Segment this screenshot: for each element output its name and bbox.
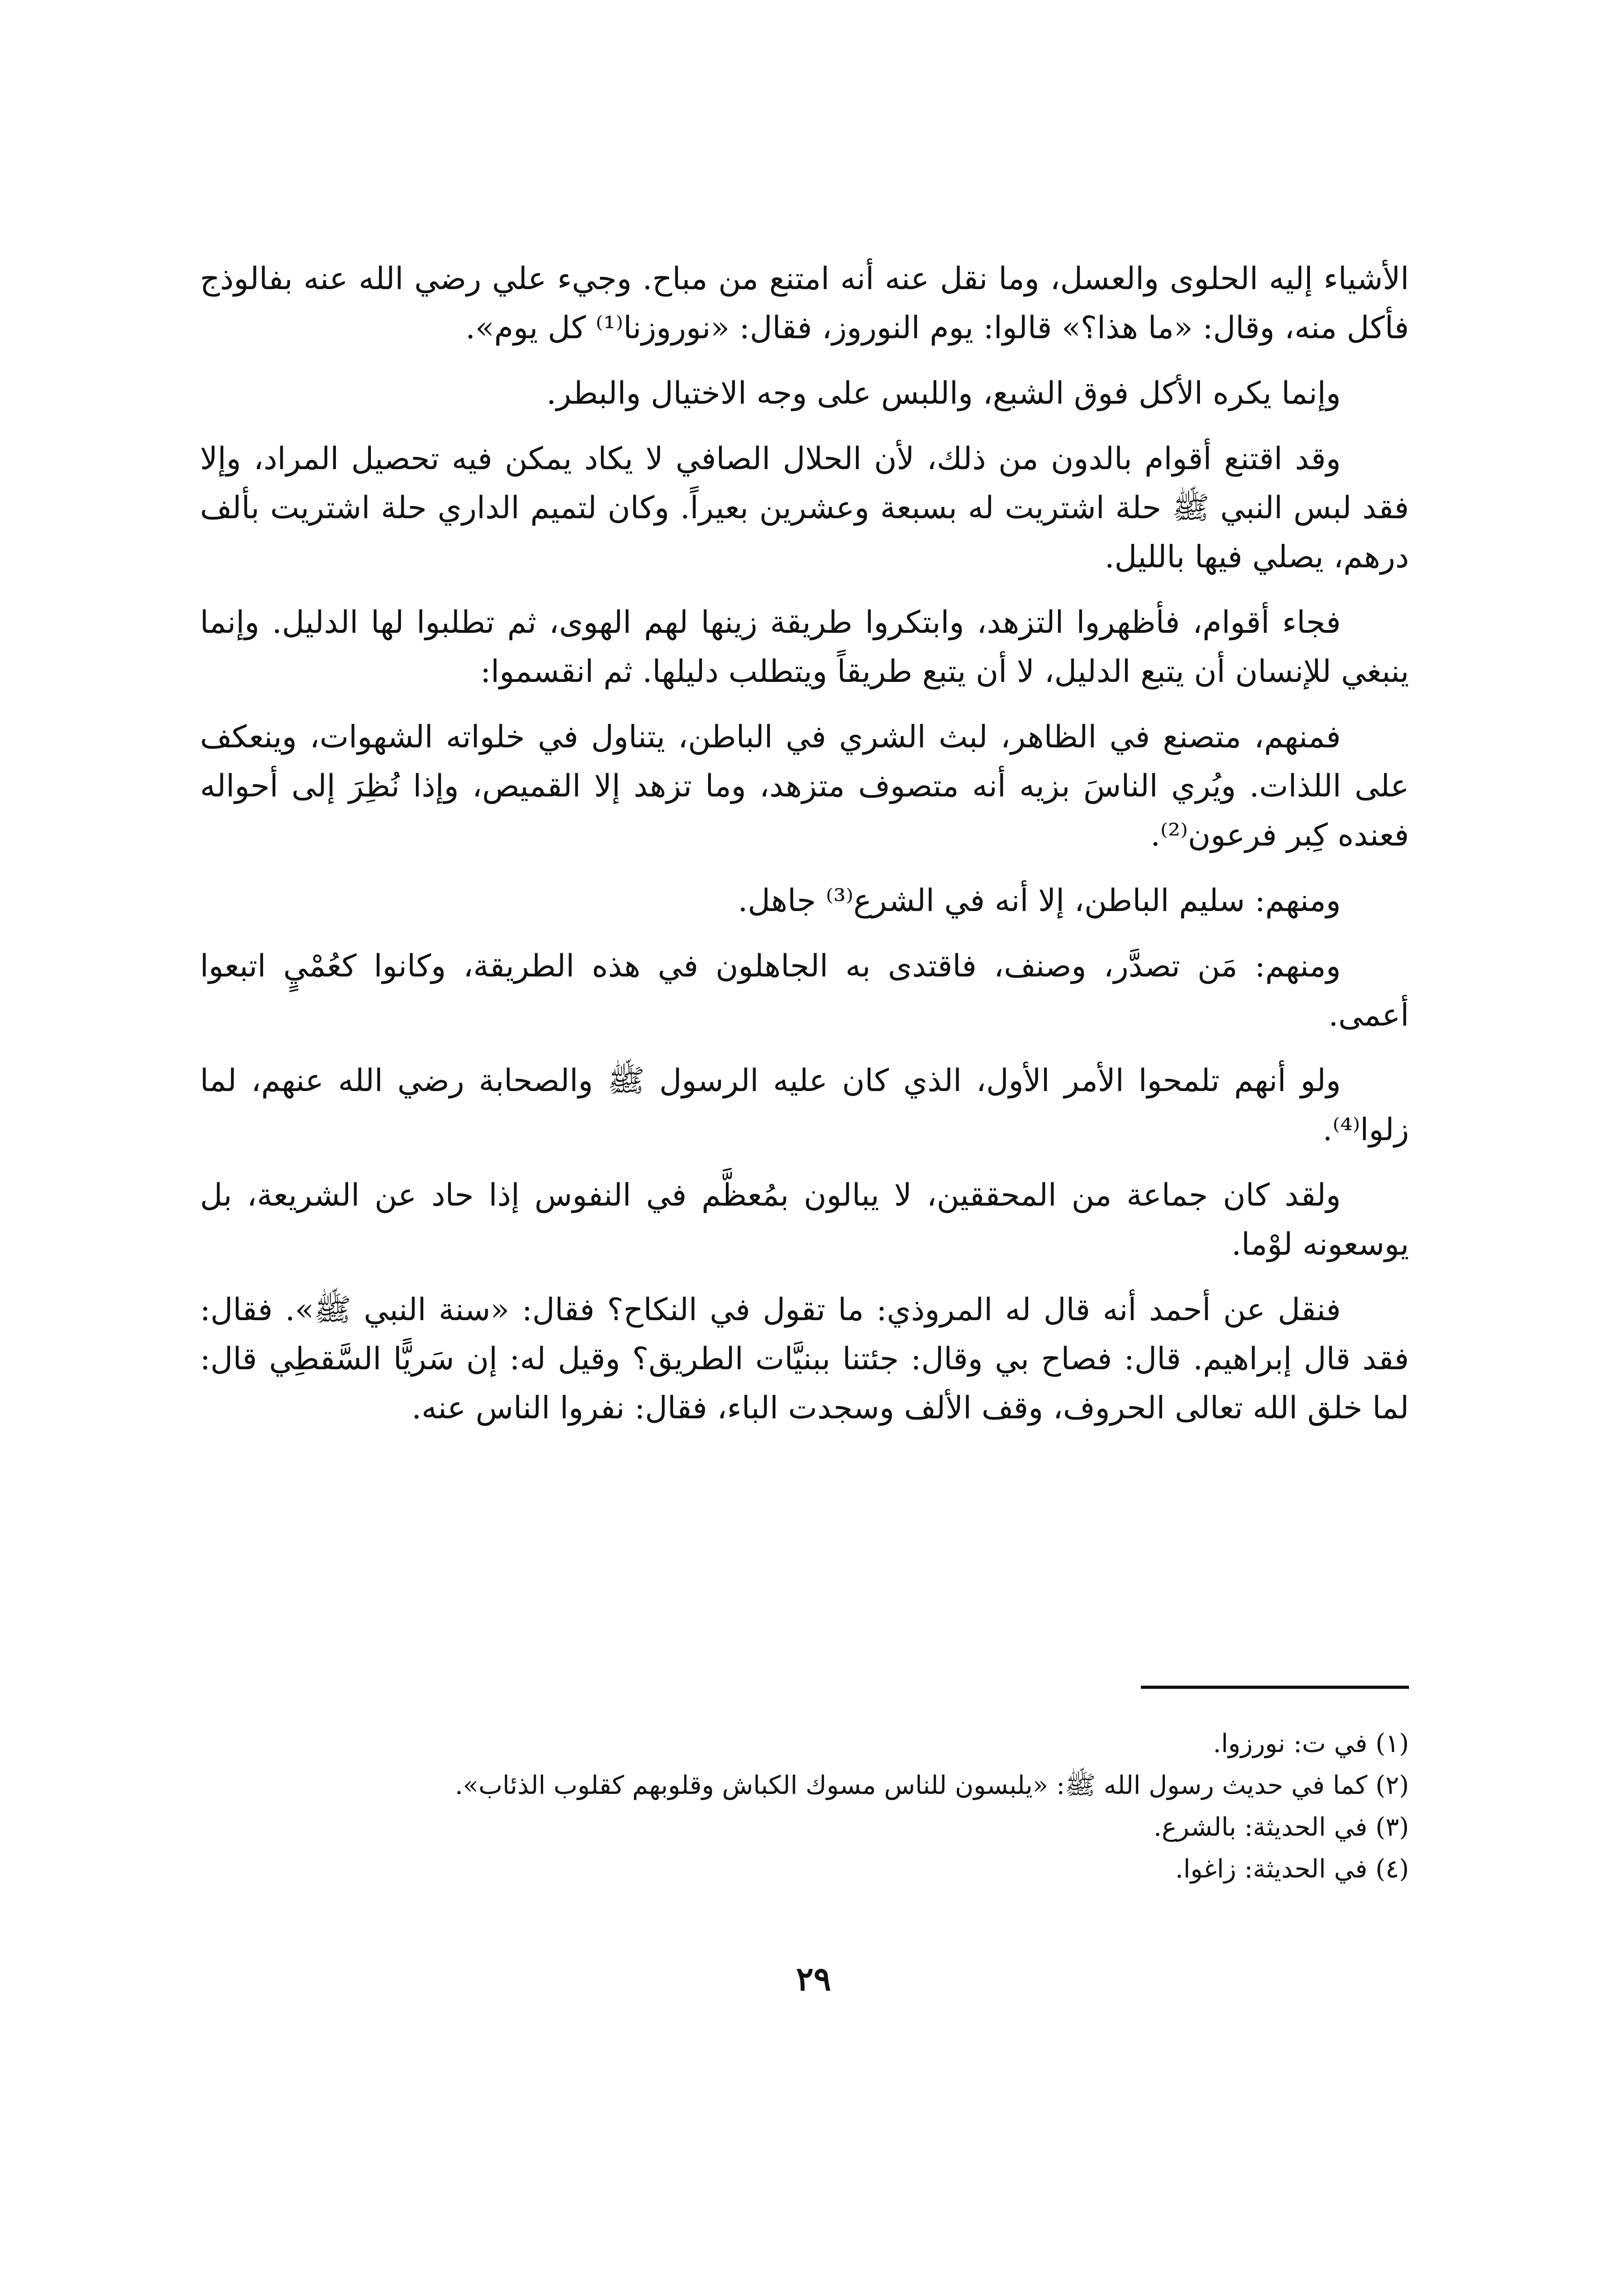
paragraph-9: ولقد كان جماعة من المحققين، لا يبالون بمُعظَّم في النفوس إذا حاد عن الشريعة، بل يوسعونه لوْما. <box>200 1177 1409 1262</box>
footnotes <box>200 1723 1409 1890</box>
paragraph-3: وقد اقتنع أقوام بالدون من ذلك، لأن الحلال الصافي لا يكاد يمكن فيه تحصيل المراد، وإلا فقد لبس النبي ﷺ حلة اشتريت له بسبعة وعشرين بعيراً. وكان لتميم الداري حلة اشتريت بألف درهم، يصلي فيها بالليل. <box>200 441 1409 575</box>
paragraph-4: فجاء أقوام، فأظهروا التزهد، وابتكروا طريقة زينها لهم الهوى، ثم تطلبوا لها الدليل. وإنما ينبغي للإنسان أن يتبع الدليل، لا أن يتبع طريقاً ويتطلب دليلها. ثم انقسموا: <box>200 605 1409 690</box>
body-text <box>200 255 1409 1449</box>
footnote-4: (٤) في الحديثة: زاغوا. <box>1175 1854 1409 1884</box>
page-number: ٢٩ <box>796 1959 831 1998</box>
footnote-divider <box>1141 1686 1409 1689</box>
paragraph-6: ومنهم: سليم الباطن، إلا أنه في الشرع⁽³⁾ جاهل. <box>738 883 1341 919</box>
paragraph-7: ومنهم: مَن تصدَّر، وصنف، فاقتدى به الجاهلون في هذه الطريقة، وكانوا كعُمْيٍ اتبعوا أعمى. <box>200 948 1409 1033</box>
paragraph-2: وإنما يكره الأكل فوق الشبع، واللبس على وجه الاختيال والبطر. <box>546 375 1341 411</box>
paragraph-5: فمنهم، متصنع في الظاهر، لبث الشري في الباطن، يتناول في خلواته الشهوات، وينعكف على اللذات. ويُري الناسَ بزيه أنه متصوف متزهد، وما تزهد إلا القميص، وإذا نُظِرَ إلى أحواله فعنده كِبر فرعون⁽²⁾. <box>200 719 1409 853</box>
footnote-1: (١) في ت: نورزوا. <box>1213 1729 1409 1758</box>
paragraph-10: فنقل عن أحمد أنه قال له المروذي: ما تقول في النكاح؟ فقال: «سنة النبي ﷺ». فقال: فقد قال إبراهيم. قال: فصاح بي وقال: جئتنا ببنيَّات الطريق؟ وقيل له: إن سَريًّا السَّقطِي قال: لما خلق الله تعالى الحروف، وقف الألف وسجدت الباء، فقال: نفروا الناس عنه. <box>200 1292 1409 1426</box>
footnote-3: (٣) في الحديثة: بالشرع. <box>1154 1812 1409 1842</box>
paragraph-1: الأشياء إليه الحلوى والعسل، وما نقل عنه أنه امتنع من مباح. وجيء علي رضي الله عنه بفالوذج فأكل منه، وقال: «ما هذا؟» قالوا: يوم النوروز، فقال: «نوروزنا⁽¹⁾ كل يوم». <box>200 261 1409 346</box>
paragraph-8: ولو أنهم تلمحوا الأمر الأول، الذي كان عليه الرسول ﷺ والصحابة رضي الله عنهم، لما زلوا⁽⁴⁾. <box>200 1063 1409 1148</box>
footnote-2: (٢) كما في حديث رسول الله ﷺ: «يلبسون للناس مسوك الكباش وقلوبهم كقلوب الذئاب». <box>455 1771 1409 1800</box>
